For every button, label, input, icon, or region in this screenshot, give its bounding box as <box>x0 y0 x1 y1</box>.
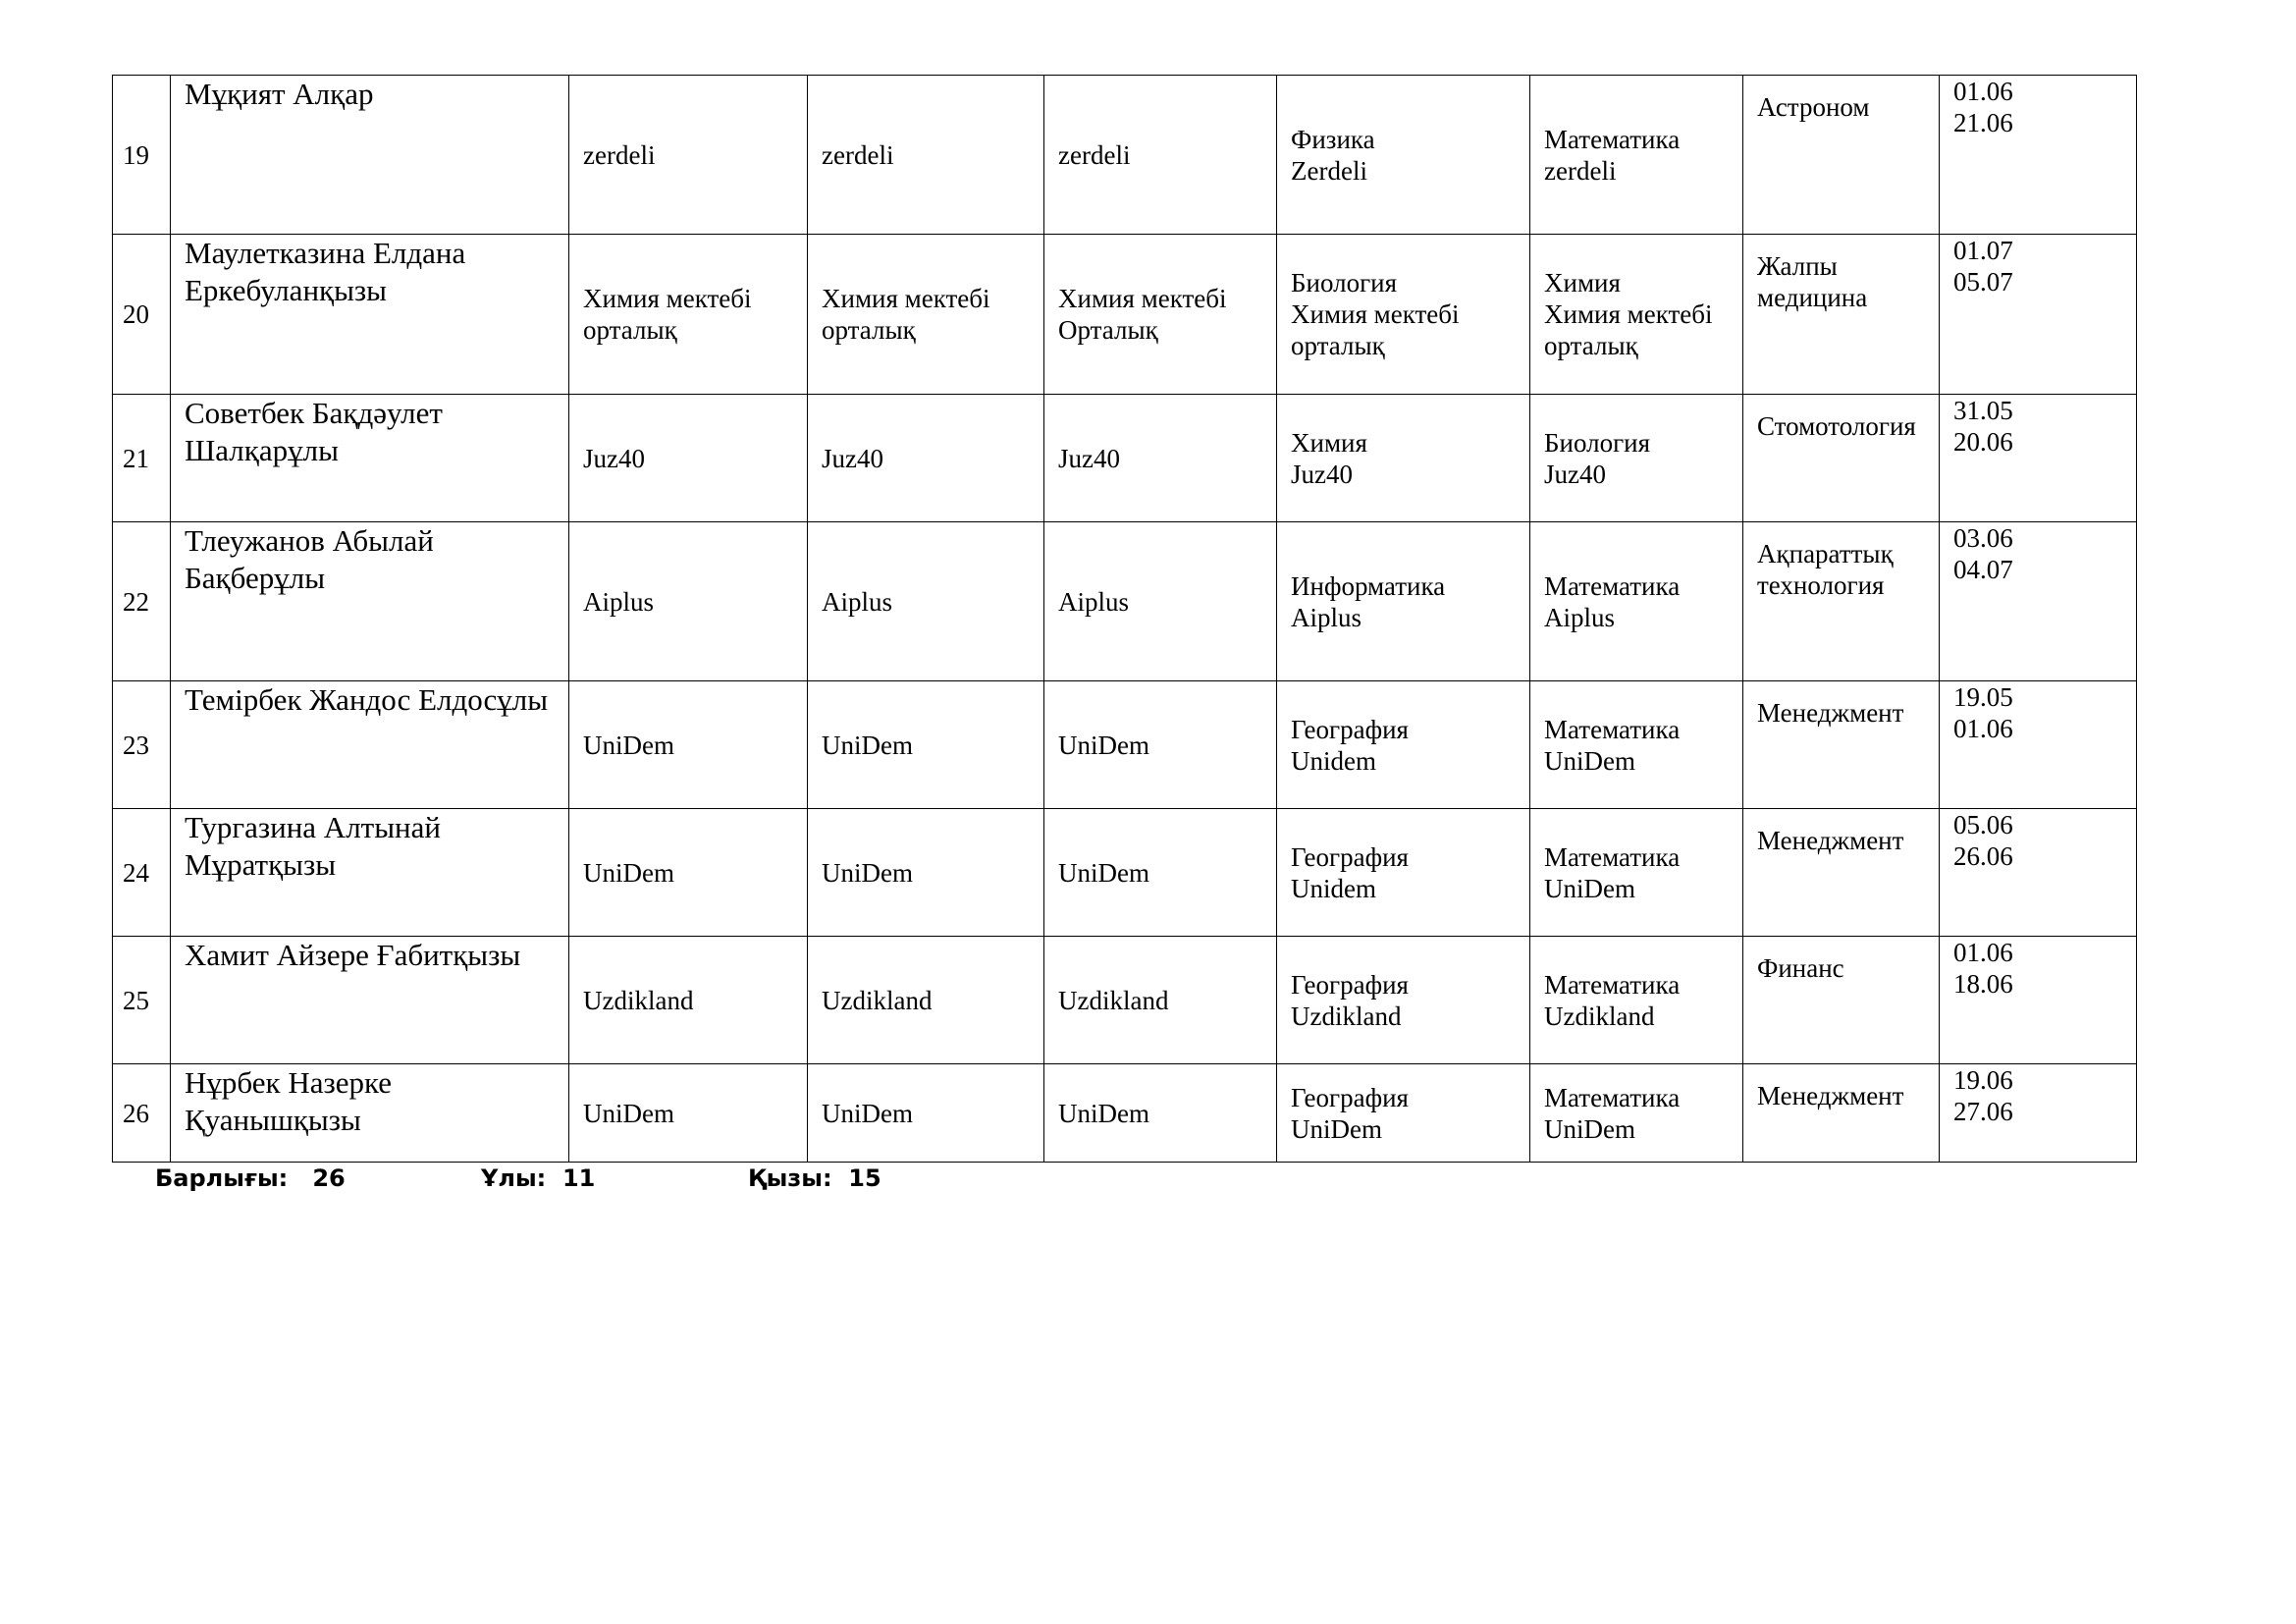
course-cell <box>569 522 808 681</box>
table-row <box>113 809 2137 937</box>
profession-cell <box>1743 395 1940 522</box>
row-number <box>113 937 171 1064</box>
subject1-cell <box>1277 809 1530 937</box>
prof-line: Ақпараттық <box>1757 539 1894 568</box>
subject1-cell <box>1277 937 1530 1064</box>
dates-line: 19.05 <box>1953 682 2013 712</box>
subj1-line: орталық <box>1291 331 1385 360</box>
prof-line: технология <box>1757 570 1885 600</box>
dates-cell <box>1940 1064 2137 1163</box>
course-text: zerdeli <box>822 139 894 170</box>
row-number-text: 25 <box>123 985 149 1015</box>
course-text: Juz40 <box>583 443 645 473</box>
prof-line: медицина <box>1757 283 1868 312</box>
course-text: Juz40 <box>1058 443 1120 473</box>
dates-line: 04.07 <box>1953 555 2013 584</box>
profession-cell <box>1743 681 1940 809</box>
subj2-line: Juz40 <box>1544 459 1606 489</box>
table-row <box>113 235 2137 395</box>
dates-cell <box>1940 937 2137 1064</box>
dates-line: 18.06 <box>1953 969 2013 999</box>
subj2-line: Химия <box>1544 268 1621 298</box>
dates-line: 01.07 <box>1953 236 2013 265</box>
subj1-line: Биология <box>1291 268 1398 298</box>
course-cell <box>1044 76 1277 235</box>
dates-line: 31.05 <box>1953 396 2013 425</box>
table-row <box>113 1064 2137 1163</box>
subj2-line: Uzdikland <box>1544 1001 1655 1031</box>
subj2-line: Математика <box>1544 124 1681 154</box>
student-name <box>171 76 569 235</box>
course-cell <box>1044 1064 1277 1163</box>
table-row <box>113 395 2137 522</box>
course-cell <box>808 937 1044 1064</box>
subject2-cell <box>1530 235 1743 395</box>
dates-cell <box>1940 76 2137 235</box>
subj2-line: Математика <box>1544 714 1681 744</box>
dates-line: 01.06 <box>1953 77 2013 106</box>
row-number-text: 19 <box>123 139 149 170</box>
dates-line: 01.06 <box>1953 938 2013 967</box>
course-text: Химия мектебі орталық <box>822 284 990 345</box>
course-cell <box>569 681 808 809</box>
subj1-line: Химия мектебі <box>1291 299 1460 329</box>
subj1-line: Juz40 <box>1291 459 1353 489</box>
subject1-cell <box>1277 76 1530 235</box>
table-row <box>113 937 2137 1064</box>
subj1-line: География <box>1291 841 1409 872</box>
subj1-line: География <box>1291 969 1409 1000</box>
student-name-text: Хамит Айзере Ғабитқызы <box>185 938 521 972</box>
course-cell <box>808 235 1044 395</box>
student-name-text: Мұқият Алқар <box>185 77 374 111</box>
subj2-line: Математика <box>1544 1082 1681 1112</box>
student-name-text: Тургазина Алтынай Мұратқызы <box>185 810 441 882</box>
row-number-text: 21 <box>123 443 149 473</box>
course-text: UniDem <box>583 730 674 760</box>
student-name-text: Тлеужанов Абылай Бақберұлы <box>185 523 434 595</box>
course-text: UniDem <box>583 857 674 888</box>
course-cell <box>808 1064 1044 1163</box>
table-row <box>113 522 2137 681</box>
course-cell <box>808 681 1044 809</box>
subj1-line: География <box>1291 1082 1409 1112</box>
subj2-line: UniDem <box>1544 745 1635 776</box>
dates-cell <box>1940 235 2137 395</box>
student-name <box>171 235 569 395</box>
course-text: UniDem <box>1058 1098 1149 1128</box>
dates-line: 21.06 <box>1953 108 2013 137</box>
profession-cell <box>1743 522 1940 681</box>
row-number-text: 24 <box>123 857 149 888</box>
dates-line: 20.06 <box>1953 427 2013 457</box>
row-number <box>113 76 171 235</box>
subj1-line: Unidem <box>1291 873 1376 903</box>
subj1-line: География <box>1291 714 1409 744</box>
course-text: Uzdikland <box>822 985 933 1015</box>
student-name <box>171 809 569 937</box>
course-cell <box>569 1064 808 1163</box>
total-count: Барлығы: 26 <box>155 1164 346 1192</box>
course-cell <box>569 235 808 395</box>
subj2-line: UniDem <box>1544 873 1635 903</box>
subject1-cell <box>1277 681 1530 809</box>
profession-cell <box>1743 937 1940 1064</box>
course-cell <box>1044 937 1277 1064</box>
course-cell <box>1044 522 1277 681</box>
subject2-cell <box>1530 681 1743 809</box>
course-text: Juz40 <box>822 443 883 473</box>
course-cell <box>808 76 1044 235</box>
prof-line: Финанс <box>1757 953 1844 983</box>
table-row <box>113 681 2137 809</box>
prof-line: Менеджмент <box>1757 826 1904 855</box>
student-name-text: Маулетказина Елдана Еркебуланқызы <box>185 236 466 307</box>
subject1-cell <box>1277 522 1530 681</box>
row-number <box>113 395 171 522</box>
dates-line: 19.06 <box>1953 1065 2013 1095</box>
girls-count: Қызы: 15 <box>748 1164 881 1192</box>
prof-line: Астроном <box>1757 92 1870 122</box>
student-name <box>171 681 569 809</box>
prof-line: Стомотология <box>1757 411 1916 441</box>
prof-line: Жалпы <box>1757 251 1838 281</box>
dates-line: 03.06 <box>1953 523 2013 553</box>
course-text: zerdeli <box>1058 139 1131 170</box>
student-name <box>171 1064 569 1163</box>
student-name-text: Нұрбек Назерке Қуанышқызы <box>185 1065 393 1137</box>
course-cell <box>569 76 808 235</box>
course-text: Aiplus <box>822 586 893 617</box>
course-cell <box>808 522 1044 681</box>
course-cell <box>1044 235 1277 395</box>
subject1-cell <box>1277 235 1530 395</box>
course-text: UniDem <box>1058 730 1149 760</box>
dates-line: 01.06 <box>1953 714 2013 743</box>
dates-line: 27.06 <box>1953 1097 2013 1126</box>
course-cell <box>1044 395 1277 522</box>
subj2-line: zerdeli <box>1544 155 1617 186</box>
boys-count: Ұлы: 11 <box>481 1164 596 1192</box>
subj1-line: Информатика <box>1291 570 1446 601</box>
student-name <box>171 395 569 522</box>
subj2-line: Математика <box>1544 570 1681 601</box>
course-cell <box>808 809 1044 937</box>
subject2-cell <box>1530 395 1743 522</box>
row-number <box>113 809 171 937</box>
subj2-line: Математика <box>1544 841 1681 872</box>
dates-cell <box>1940 395 2137 522</box>
course-cell <box>569 395 808 522</box>
subj2-line: Aiplus <box>1544 602 1616 632</box>
course-text: Aiplus <box>1058 586 1130 617</box>
subject2-cell <box>1530 76 1743 235</box>
row-number-text: 23 <box>123 730 149 760</box>
subject2-cell <box>1530 809 1743 937</box>
subj1-line: Физика <box>1291 124 1375 154</box>
subj2-line: Биология <box>1544 427 1651 458</box>
dates-line: 26.06 <box>1953 841 2013 871</box>
student-name <box>171 937 569 1064</box>
subject2-cell <box>1530 937 1743 1064</box>
subject1-cell <box>1277 395 1530 522</box>
dates-line: 05.07 <box>1953 267 2013 297</box>
profession-cell <box>1743 76 1940 235</box>
row-number <box>113 235 171 395</box>
students-table <box>112 75 2137 1163</box>
row-number-text: 26 <box>123 1098 149 1128</box>
course-text: UniDem <box>583 1098 674 1128</box>
course-cell <box>569 937 808 1064</box>
subj1-line: Uzdikland <box>1291 1001 1402 1031</box>
subj2-line: Химия мектебі <box>1544 299 1713 329</box>
dates-cell <box>1940 809 2137 937</box>
course-cell <box>569 809 808 937</box>
student-name <box>171 522 569 681</box>
row-number-text: 20 <box>123 299 149 329</box>
profession-cell <box>1743 235 1940 395</box>
row-number <box>113 681 171 809</box>
course-text: Uzdikland <box>583 985 694 1015</box>
row-number <box>113 522 171 681</box>
student-name-text: Темірбек Жандос Елдосұлы <box>185 682 549 717</box>
course-text: UniDem <box>1058 857 1149 888</box>
course-text: Uzdikland <box>1058 985 1169 1015</box>
subj1-line: Unidem <box>1291 745 1376 776</box>
course-text: Aiplus <box>583 586 655 617</box>
subj2-line: Математика <box>1544 969 1681 1000</box>
subject2-cell <box>1530 522 1743 681</box>
course-text: Химия мектебі Орталық <box>1058 284 1227 345</box>
subj2-line: орталық <box>1544 331 1638 360</box>
profession-cell <box>1743 1064 1940 1163</box>
subj2-line: UniDem <box>1544 1113 1635 1144</box>
dates-cell <box>1940 681 2137 809</box>
course-cell <box>808 395 1044 522</box>
table-row <box>113 76 2137 235</box>
profession-cell <box>1743 809 1940 937</box>
student-name-text: Советбек Бақдәулет Шалқарұлы <box>185 396 443 467</box>
dates-cell <box>1940 522 2137 681</box>
course-text: Химия мектебі орталық <box>583 284 752 345</box>
course-text: UniDem <box>822 1098 913 1128</box>
row-number-text: 22 <box>123 586 149 617</box>
subj1-line: UniDem <box>1291 1113 1382 1144</box>
subject2-cell <box>1530 1064 1743 1163</box>
prof-line: Менеджмент <box>1757 1081 1904 1110</box>
subject1-cell <box>1277 1064 1530 1163</box>
course-cell <box>1044 809 1277 937</box>
prof-line: Менеджмент <box>1757 698 1904 728</box>
subj1-line: Aiplus <box>1291 602 1362 632</box>
course-text: zerdeli <box>583 139 656 170</box>
course-cell <box>1044 681 1277 809</box>
row-number <box>113 1064 171 1163</box>
subj1-line: Химия <box>1291 427 1367 458</box>
course-text: UniDem <box>822 730 913 760</box>
subj1-line: Zerdeli <box>1291 155 1367 186</box>
course-text: UniDem <box>822 857 913 888</box>
dates-line: 05.06 <box>1953 810 2013 839</box>
